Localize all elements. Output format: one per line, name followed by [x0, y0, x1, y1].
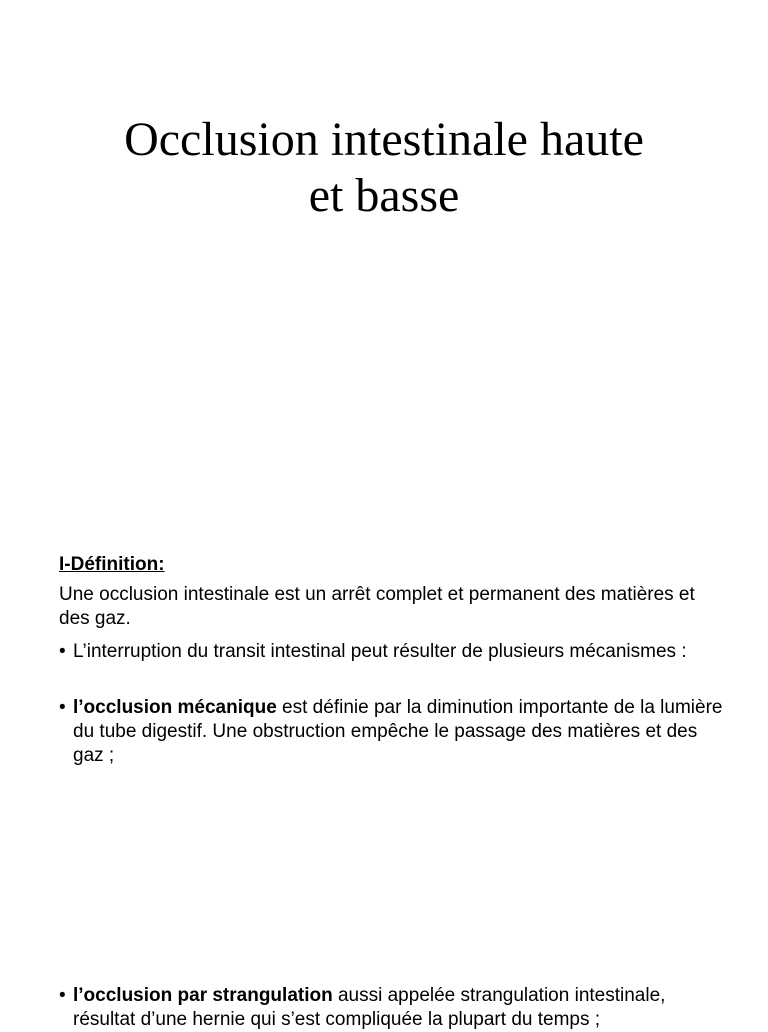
bullet-text: L’interruption du transit intestinal peut résulter de plusieurs mécanismes :: [73, 641, 687, 662]
slide-title-line-1: Occlusion intestinale haute: [124, 113, 644, 166]
bullet-marker: •: [59, 641, 66, 662]
bullet-bold-term: l’occlusion par strangulation: [73, 985, 333, 1006]
definition-paragraph: Une occlusion intestinale est un arrêt complet et permanent des matières et des gaz.: [59, 584, 695, 629]
bullet-text: aussi appelée strangulation intestinale, résultat d’une hernie qui s’est compliquée la plupart du temps ;: [73, 985, 666, 1030]
bullet-bold-term: l’occlusion mécanique: [73, 697, 277, 718]
bullet-item: [59, 640, 723, 664]
bullet-marker: •: [59, 985, 66, 1006]
bullet-item: [59, 984, 723, 1032]
slide-title: [0, 112, 768, 224]
bullet-text: est définie par la diminution importante de la lumière du tube digestif. Une obstruction empêche le passage des matières et des gaz ;: [73, 697, 723, 766]
section-heading: I-Définition:: [59, 554, 165, 575]
bullet-marker: •: [59, 697, 66, 718]
bullet-item: [59, 696, 723, 768]
slide-title-line-2: et basse: [308, 169, 460, 222]
